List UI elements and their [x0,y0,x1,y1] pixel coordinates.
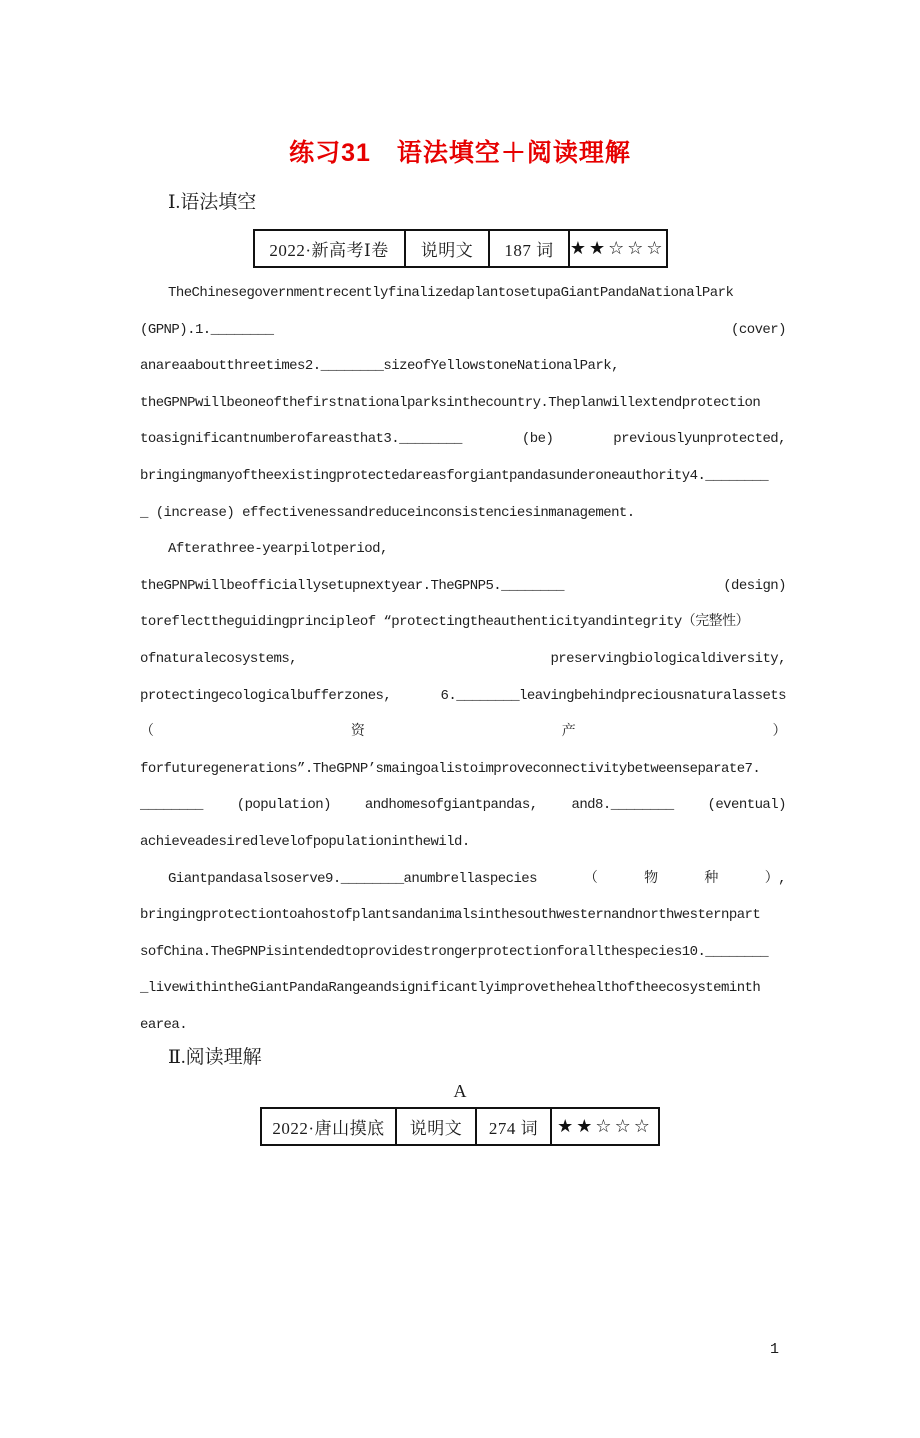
passage [140,275,786,1043]
passage-segment: Afterathree-yearpilotperiod, [168,541,388,558]
passage-segment: (be) [521,431,554,448]
passage-segment: _ (increase) effectivenessandreduceinconsistenciesinmanagement. [140,504,635,521]
passage-line [140,312,786,349]
passage-segment: ________ [140,797,203,814]
passage-line [140,275,786,312]
part-label: A [453,1081,467,1102]
passage-segment: sofChina.TheGPNPisintendedtoprovidestrongerprotectionforallthespecies10.________ [140,943,769,960]
passage-segment: ofnaturalecosystems, [140,650,298,667]
passage-segment: ） [772,724,786,741]
passage-segment: achieveadesiredlevelofpopulationinthewild. [140,833,470,850]
passage-segment: earea. [140,1016,188,1033]
passage-segment: （ [140,724,154,741]
passage-line [140,458,786,495]
passage-line [140,934,786,971]
passage-segment: andhomesofgiantpandas, [364,797,538,814]
passage-segment: protectingecologicalbufferzones, [140,687,392,704]
page-number: 1 [770,1341,780,1358]
passage-segment: 6.________leavingbehindpreciousnaturalassets [440,687,786,704]
passage-segment: (cover) [731,321,786,338]
passage-line [140,897,786,934]
passage-segment: （ [583,870,598,887]
passage-segment: TheChinesegovernmentrecentlyfinalizedaplantosetupaGiantPandaNationalPark [168,285,734,301]
page-title: 练习31 语法填空＋阅读理解 [289,139,631,167]
passage-line [140,641,786,678]
passage-line [140,421,786,458]
meta-genre: 说明文 [395,1109,475,1144]
section-heading-reading: Ⅱ.阅读理解 [168,1047,262,1069]
meta-word-count: 274 词 [475,1109,550,1144]
passage-line [140,568,786,605]
passage-line [140,751,786,788]
passage-line [140,1007,786,1044]
passage-segment: _livewithintheGiantPandaRangeandsignificantlyimprovethehealthoftheecosysteminth [140,980,761,997]
passage-segment: and8.________ [571,797,674,814]
passage-segment: preservingbiologicaldiversity, [550,650,786,667]
difficulty-stars: ★★☆☆☆ [550,1109,658,1144]
passage-segment: (population) [236,797,331,814]
passage-line [140,604,786,641]
meta-word-count: 187 词 [488,231,568,266]
passage-segment: (eventual) [707,797,786,814]
passage-line [140,714,786,751]
meta-table-grammar [253,229,668,268]
passage-segment: bringingprotectiontoahostofplantsandanimalsinthesouthwesternandnorthwesternpart [140,907,761,924]
passage-segment: 种 [704,870,718,887]
passage-segment: Giantpandasalsoserve9.________anumbrellaspecies [168,870,538,887]
meta-genre: 说明文 [404,231,489,266]
passage-segment: (GPNP).1.________ [140,321,274,338]
passage-line [140,385,786,422]
passage-line [140,531,786,568]
passage-segment: 产 [561,724,576,741]
passage-segment: (design) [723,577,786,594]
passage-segment: ）, [764,870,786,887]
passage-segment: theGPNPwillbeofficiallysetupnextyear.TheGPNP5.________ [140,577,564,594]
document-page [0,136,920,1438]
meta-source: 2022·新高考Ⅰ卷 [269,241,389,260]
difficulty-stars: ★★☆☆☆ [568,231,666,266]
passage-segment: toreflecttheguidingprincipleof “protectingtheauthenticityandintegrity（完整性） [140,614,749,631]
passage-segment: theGPNPwillbeoneofthefirstnationalparksinthecountry.Theplanwillextendprotection [140,394,761,411]
passage-segment: anareaaboutthreetimes2.________sizeofYellowstoneNationalPark, [140,358,619,375]
passage-segment: 物 [644,870,658,887]
passage-segment: forfuturegenerations”.TheGPNP’smaingoalistoimproveconnectivitybetweenseparate7. [140,760,761,777]
passage-line [140,787,786,824]
passage-segment: previouslyunprotected, [613,431,786,448]
passage-line [140,495,786,532]
passage-line [140,678,786,715]
passage-line [140,970,786,1007]
passage-line [140,824,786,861]
meta-source: 2022·唐山摸底 [272,1119,385,1139]
passage-segment: toasignificantnumberofareasthat3.________ [140,431,462,448]
passage-line [140,861,786,898]
passage-segment: bringingmanyoftheexistingprotectedareasforgiantpandasunderoneauthority4.________ [140,467,769,484]
passage-segment: 资 [350,724,365,741]
section-heading-grammar: Ⅰ.语法填空 [168,192,257,213]
passage-line [140,348,786,385]
meta-table-reading [260,1107,660,1146]
